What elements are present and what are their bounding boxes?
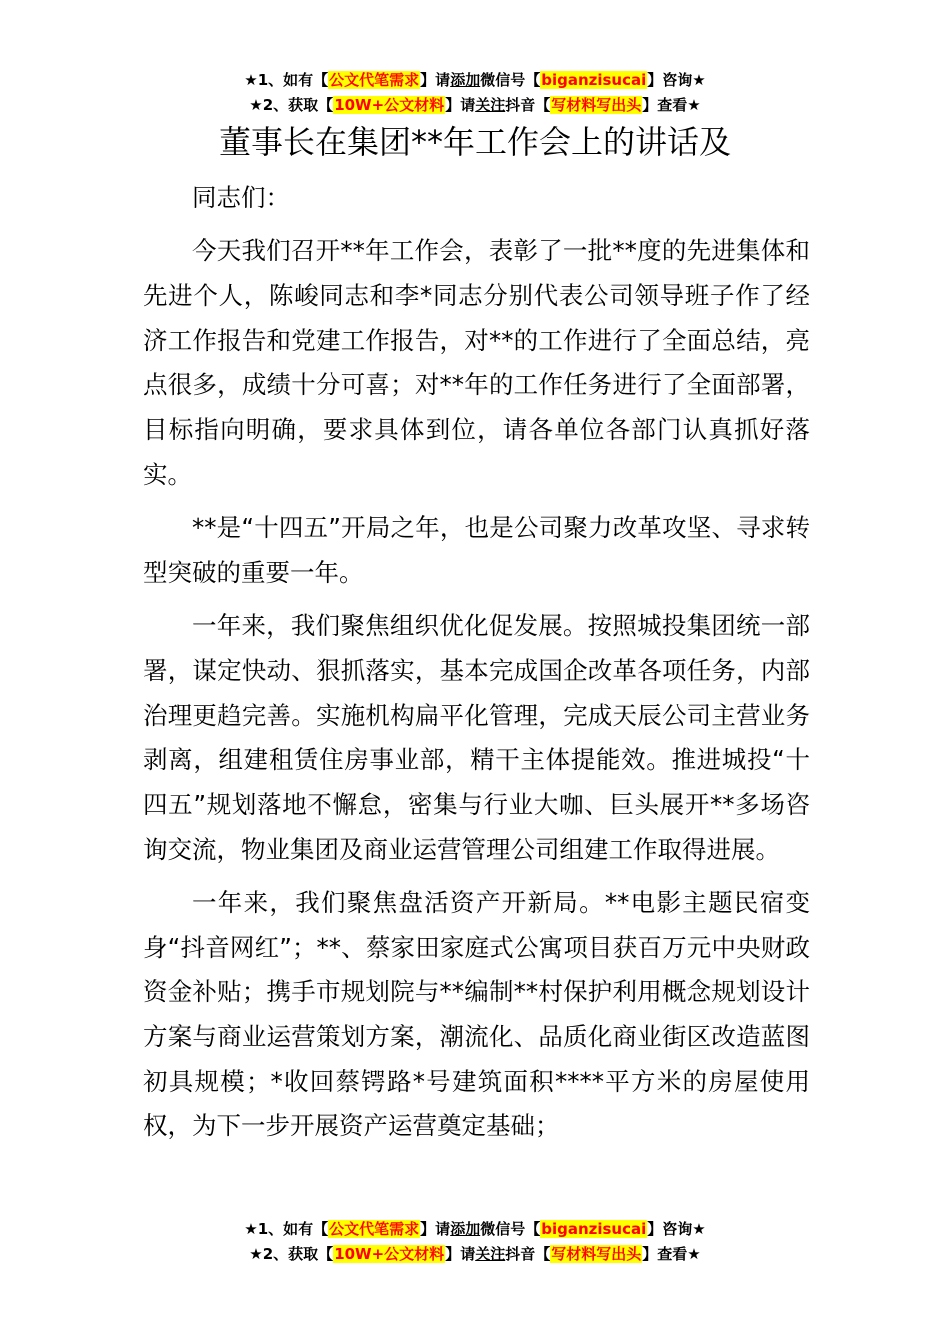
document-body bbox=[143, 176, 810, 1158]
footer-banner-line-2: ★2、获取【10W+公文材料】请关注抖音【写材料写出头】查看★ bbox=[249, 1245, 701, 1263]
footer-banner-line-1: ★1、如有【公文代笔需求】请添加微信号【biganzisucai】咨询★ bbox=[244, 1220, 706, 1238]
highlight-wechat-id: biganzisucai bbox=[541, 71, 647, 89]
footer-banner bbox=[0, 1217, 950, 1267]
highlight-wechat-id: biganzisucai bbox=[541, 1220, 647, 1238]
highlight-ghostwriting: 公文代笔需求 bbox=[329, 1220, 420, 1238]
body-paragraph: 一年来，我们聚焦组织优化促发展。按照城投集团统一部署，谋定快动、狠抓落实，基本完成国企改革各项任务，内部治理更趋完善。实施机构扁平化管理，完成天辰公司主营业务剥离，组建租赁住房事业部，精干主体提能效。推进城投“十四五”规划落地不懈怠，密集与行业大咖、巨头展开**多场咨询交流，物业集团及商业运营管理公司组建工作取得进展。 bbox=[143, 611, 810, 864]
body-paragraph: **是“十四五”开局之年，也是公司聚力改革攻坚、寻求转型突破的重要一年。 bbox=[143, 513, 810, 587]
document-title: 董事长在集团**年工作会上的讲话及 bbox=[218, 123, 731, 161]
header-banner-line-1: ★1、如有【公文代笔需求】请添加微信号【biganzisucai】咨询★ bbox=[244, 71, 706, 89]
highlight-materials: 10W+公文材料 bbox=[334, 96, 445, 114]
header-banner-line-2: ★2、获取【10W+公文材料】请关注抖音【写材料写出头】查看★ bbox=[249, 96, 701, 114]
highlight-douyin-account: 写材料写出头 bbox=[551, 96, 642, 114]
body-paragraph: 今天我们召开**年工作会，表彰了一批**度的先进集体和先进个人，陈峻同志和李*同志分别代表公司领导班子作了经济工作报告和党建工作报告，对**的工作进行了全面总结，亮点很多，成绩十分可喜；对**年的工作任务进行了全面部署，目标指向明确，要求具体到位，请各单位各部门认真抓好落实。 bbox=[143, 236, 810, 489]
highlight-materials: 10W+公文材料 bbox=[334, 1245, 445, 1263]
highlight-douyin-account: 写材料写出头 bbox=[551, 1245, 642, 1263]
header-banner bbox=[0, 68, 950, 118]
highlight-ghostwriting: 公文代笔需求 bbox=[329, 71, 420, 89]
salutation: 同志们： bbox=[192, 183, 290, 212]
body-paragraph: 一年来，我们聚焦盘活资产开新局。**电影主题民宿变身“抖音网红”；**、蔡家田家庭式公寓项目获百万元中央财政资金补贴；携手市规划院与**编制**村保护利用概念规划设计方案与商业运营策划方案，潮流化、品质化商业街区改造蓝图初具规模；*收回蔡锷路*号建筑面积****平方米的房屋使用权，为下一步开展资产运营奠定基础； bbox=[143, 887, 810, 1141]
